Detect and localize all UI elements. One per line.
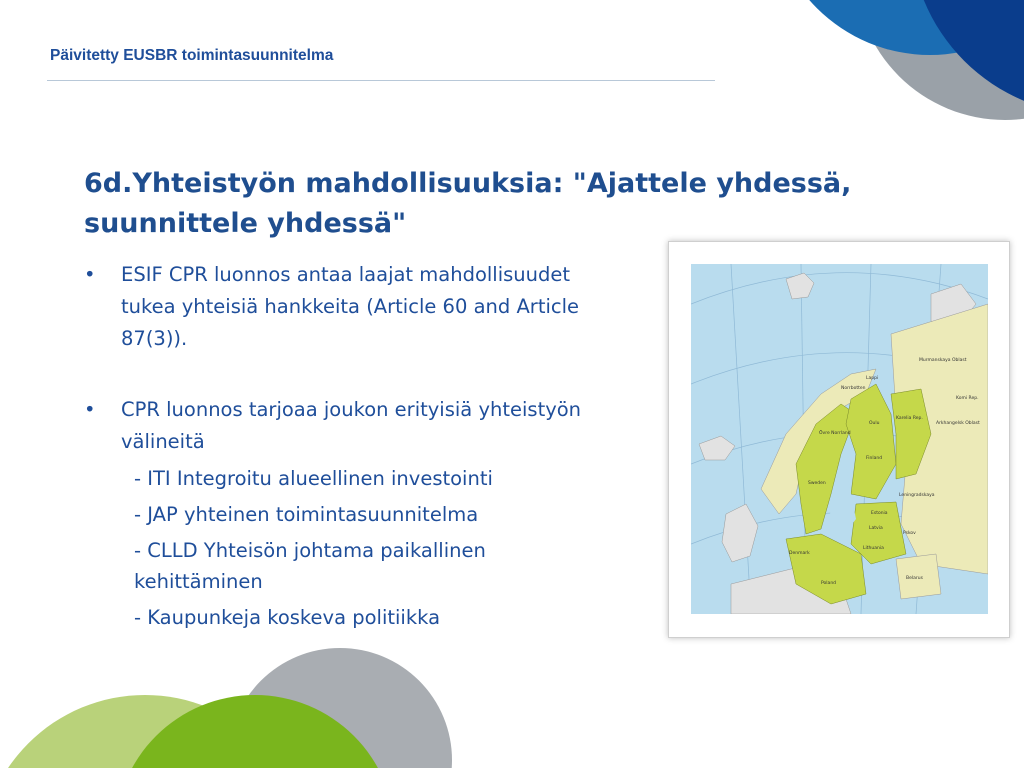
spacer: [84, 355, 674, 394]
bullet-text-line: ESIF CPR luonnos antaa laajat mahdollisuudet: [121, 263, 571, 286]
map-label: Arkhangelsk Oblast: [936, 421, 980, 426]
subitem-line: - JAP yhteinen toimintasuunnitelma: [134, 503, 479, 526]
slide-title-line-1: 6d.Yhteistyön mahdollisuuksia: "Ajattele yhdessä,: [84, 168, 852, 199]
bullet-text-line: tukea yhteisiä hankkeita (Article 60 and Article: [121, 295, 580, 318]
map-label: Denmark: [789, 551, 810, 556]
slide-title-line-2: suunnittele yhdessä": [84, 208, 407, 239]
subitem-urban: [84, 602, 674, 633]
map-frame: [668, 241, 1010, 638]
subitem-line: - Kaupunkeja koskeva politiikka: [134, 606, 441, 629]
map-label: Estonia: [871, 511, 888, 516]
map-label: Finland: [866, 456, 883, 461]
map-label: Leningradskaya: [899, 493, 935, 498]
map-label: Karelia Rep.: [896, 416, 923, 421]
slide-title: [84, 164, 914, 244]
subitem-line: - ITI Integroitu alueellinen investointi: [134, 467, 493, 490]
bullet-item-cpr: [84, 394, 674, 458]
map-label: Norrbotten: [841, 386, 866, 391]
subitem-jap: [84, 499, 674, 530]
map-label: Oulu: [869, 421, 880, 426]
bullet-text-line: 87(3)).: [121, 327, 188, 350]
bullet-list: [84, 259, 674, 633]
bottom-left-shapes: [0, 648, 452, 768]
map-label: Murmanskaya Oblast: [919, 358, 967, 363]
bullet-marker: •: [84, 398, 96, 421]
top-right-shapes: [770, 0, 1024, 120]
map-label: Övre Norrland: [819, 431, 851, 436]
header-title: Päivitetty EUSBR toimintasuunnitelma: [50, 47, 334, 64]
subitem-clld: [84, 535, 674, 597]
baltic-sea-region-map: [691, 264, 988, 614]
map-label: Sweden: [808, 481, 826, 486]
bullet-text-line: välineitä: [121, 430, 205, 453]
subitem-line: kehittäminen: [134, 570, 263, 593]
subitem-iti: [84, 463, 674, 494]
bullet-item-esif: [84, 259, 674, 355]
bullet-text-line: CPR luonnos tarjoaa joukon erityisiä yhteistyön: [121, 398, 582, 421]
subitem-line: - CLLD Yhteisön johtama paikallinen: [134, 539, 486, 562]
map-label: Latvia: [869, 526, 883, 531]
map-label: Lappi: [866, 376, 879, 381]
header-divider: [47, 80, 715, 81]
map-label: Lithuania: [863, 546, 884, 551]
map-label: Pskov: [903, 531, 916, 536]
map-label: Poland: [821, 581, 837, 586]
map-label: Komi Rep.: [956, 396, 979, 401]
map-label: Belarus: [906, 576, 923, 581]
bullet-marker: •: [84, 263, 96, 286]
